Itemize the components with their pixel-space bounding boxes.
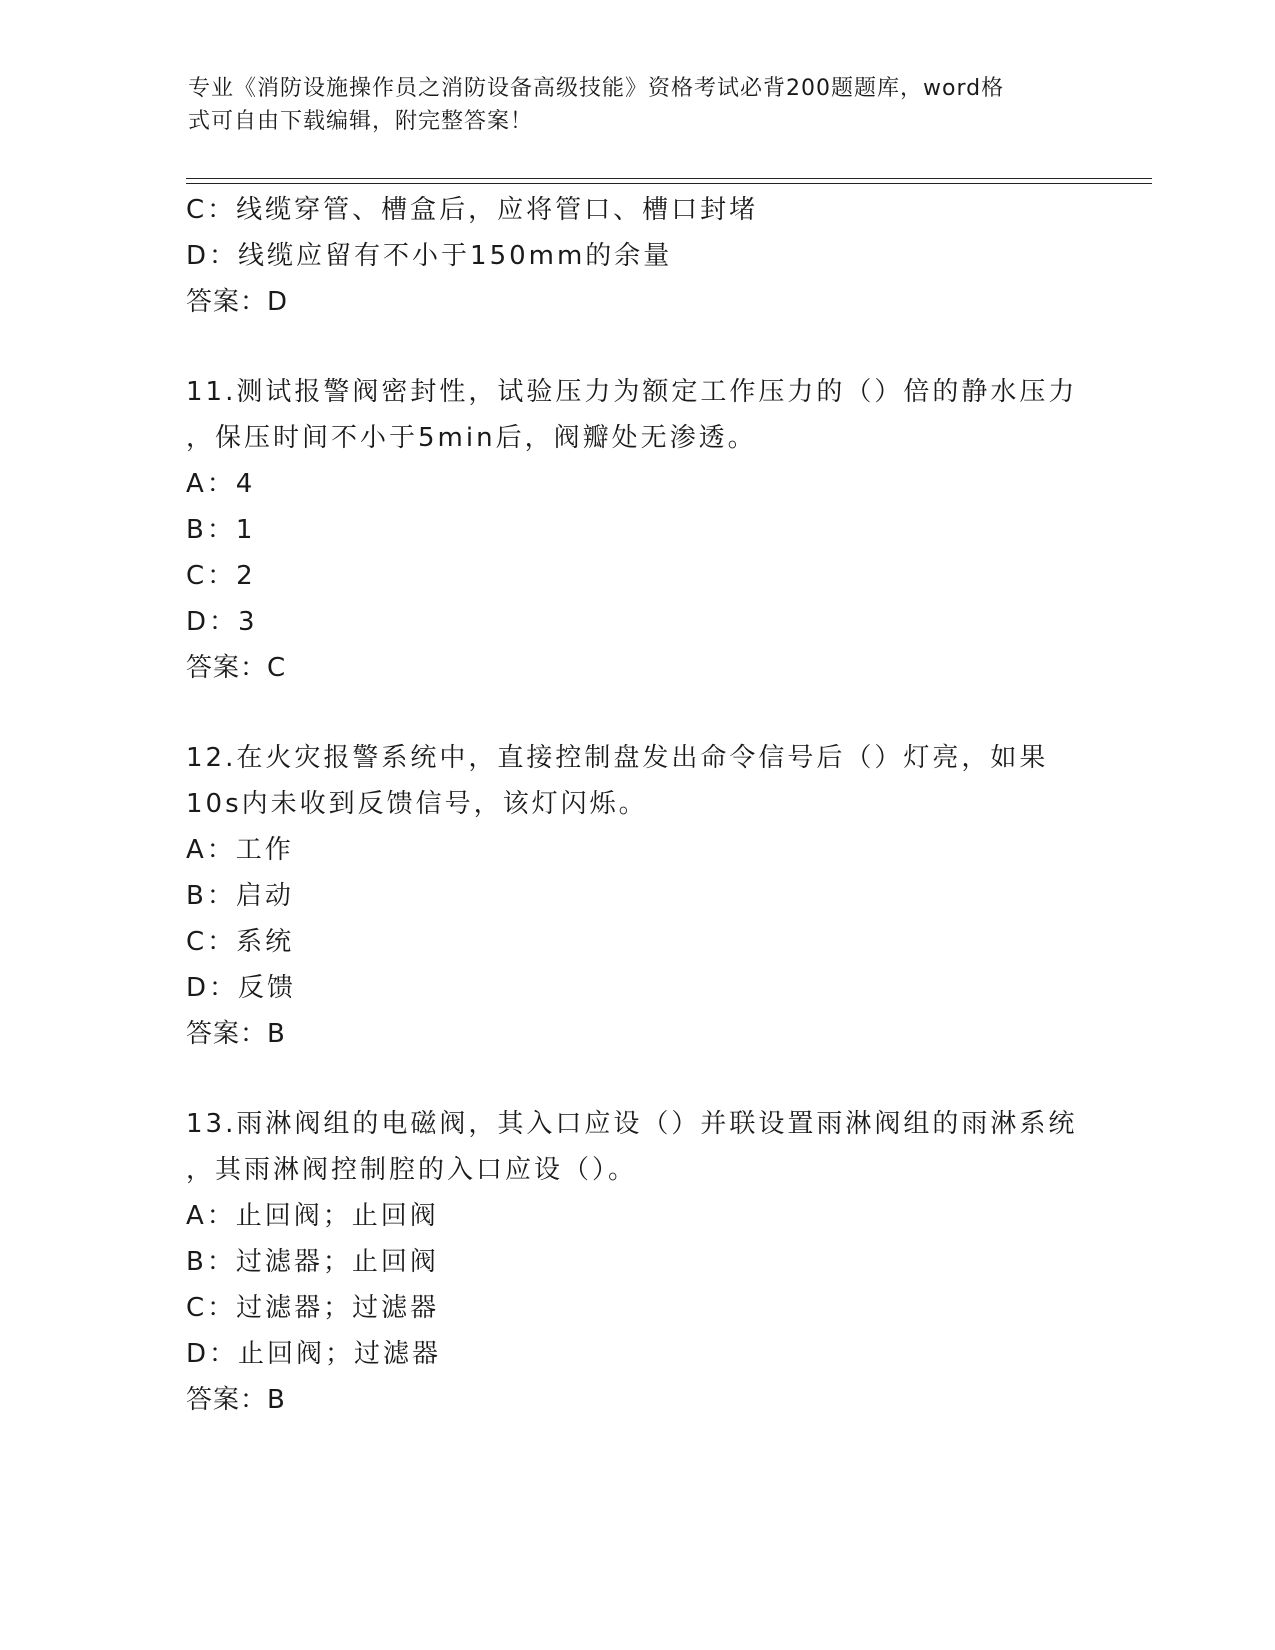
answer: 答案：B — [186, 1019, 286, 1049]
option-c: C：过滤器；过滤器 — [186, 1293, 440, 1323]
question-text-line-1: 13.雨淋阀组的电磁阀，其入口应设（）并联设置雨淋阀组的雨淋系统 — [186, 1109, 1078, 1139]
question-list — [186, 187, 1086, 1423]
spacer — [186, 1057, 1086, 1101]
header-divider-bottom — [186, 183, 1152, 184]
header-line-1: 专业《消防设施操作员之消防设备高级技能》资格考试必背200题题库，word格 — [188, 76, 1005, 101]
option-c: C：2 — [186, 561, 256, 591]
header-divider-top — [186, 178, 1152, 179]
option-b: B：过滤器；止回阀 — [186, 1247, 439, 1277]
option-a: A：工作 — [186, 835, 294, 865]
question-11 — [186, 369, 1086, 691]
option-c: C：系统 — [186, 927, 295, 957]
question-text-line-1: 12.在火灾报警系统中，直接控制盘发出命令信号后（）灯亮，如果 — [186, 743, 1049, 773]
question-text-line-2: ，保压时间不小于5min后，阀瓣处无渗透。 — [186, 423, 757, 453]
option-a: A：止回阀；止回阀 — [186, 1201, 439, 1231]
option-b: B：1 — [186, 515, 256, 545]
option-c: C：线缆穿管、槽盒后，应将管口、槽口封堵 — [186, 195, 759, 225]
option-a: A：4 — [186, 469, 256, 499]
option-d: D：线缆应留有不小于150mm的余量 — [186, 241, 673, 271]
spacer — [186, 691, 1086, 735]
option-d: D：3 — [186, 607, 258, 637]
question-13 — [186, 1101, 1086, 1423]
spacer — [186, 325, 1086, 369]
question-text-line-2: 10s内未收到反馈信号，该灯闪烁。 — [186, 789, 648, 819]
question-text-line-1: 11.测试报警阀密封性，试验压力为额定工作压力的（）倍的静水压力 — [186, 377, 1078, 407]
document-header — [188, 72, 1088, 138]
answer: 答案：C — [186, 653, 287, 683]
question-text-line-2: ，其雨淋阀控制腔的入口应设（）。 — [186, 1155, 638, 1185]
question-10-tail — [186, 187, 1086, 325]
option-b: B：启动 — [186, 881, 294, 911]
answer: 答案：D — [186, 287, 289, 317]
question-12 — [186, 735, 1086, 1057]
option-d: D：反馈 — [186, 973, 297, 1003]
option-d: D：止回阀；过滤器 — [186, 1339, 442, 1369]
header-line-2: 式可自由下载编辑，附完整答案！ — [188, 109, 534, 134]
answer: 答案：B — [186, 1385, 286, 1415]
